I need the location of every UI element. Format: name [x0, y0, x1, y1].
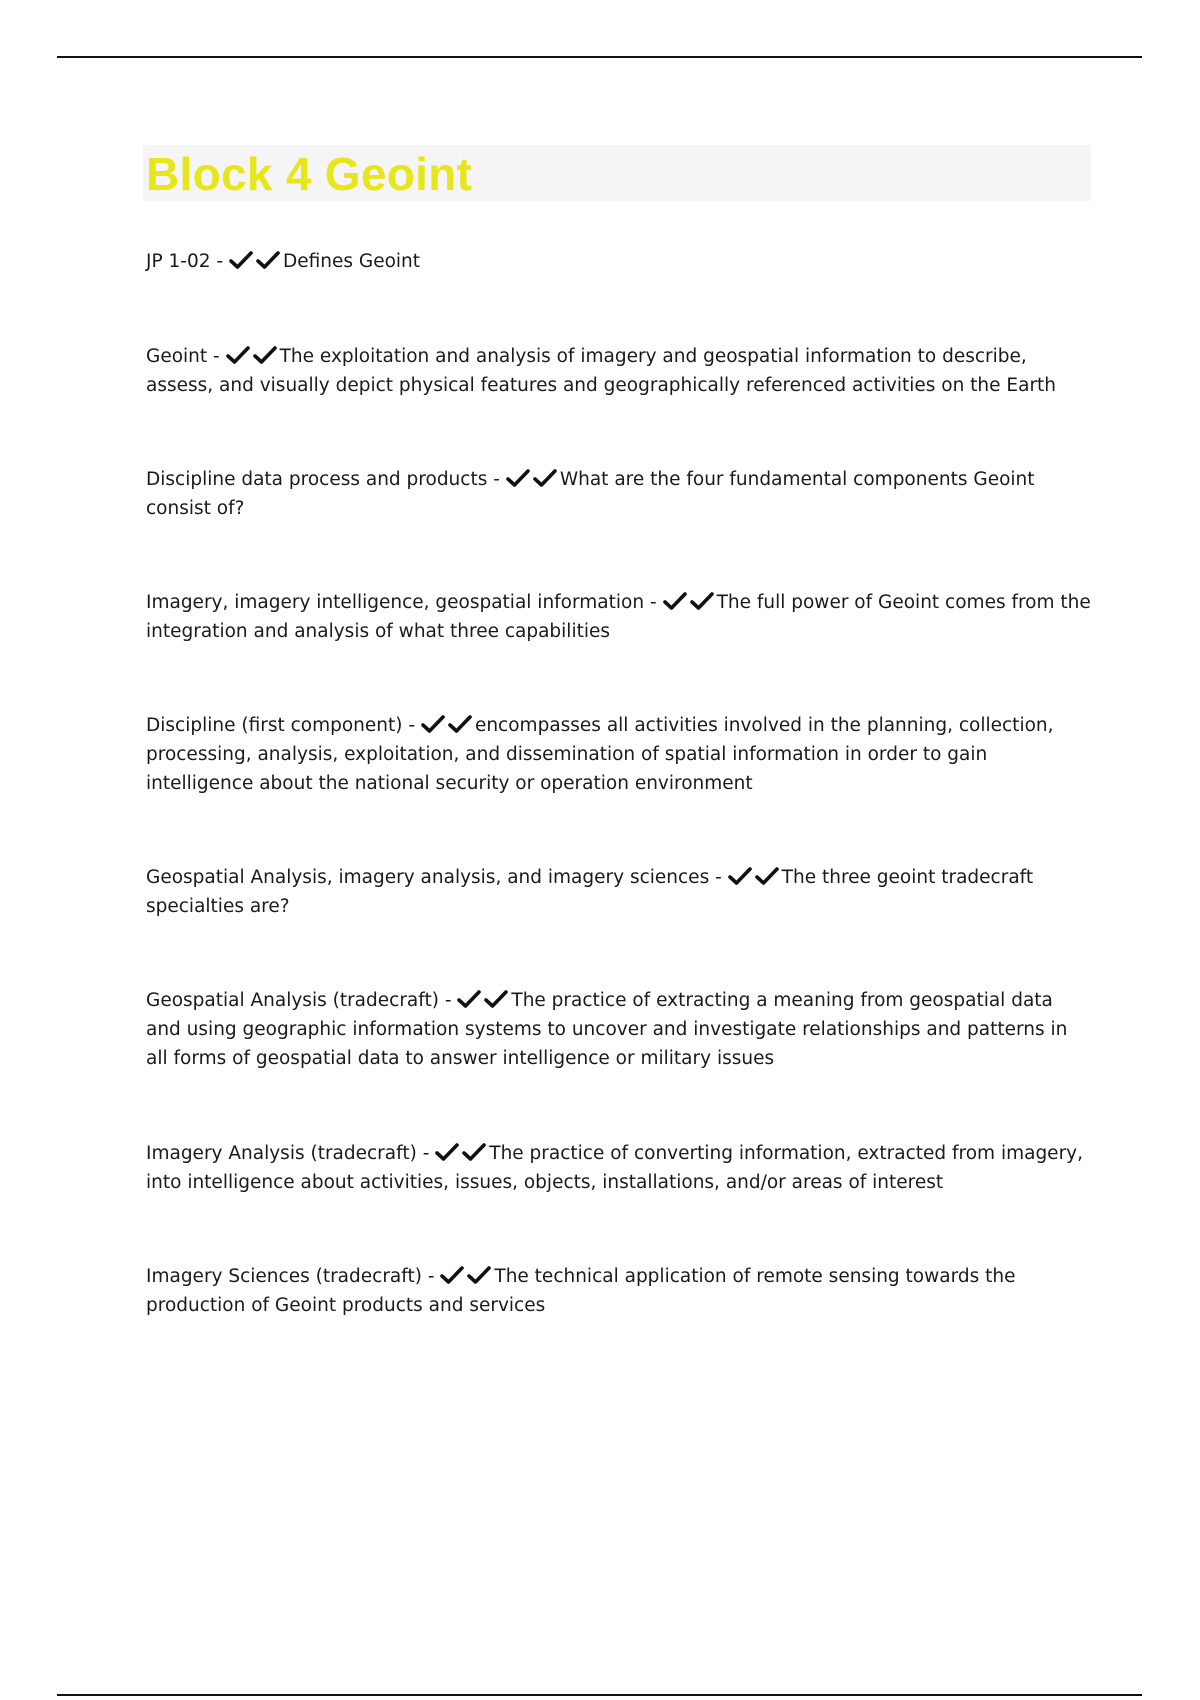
card-separator: - [715, 867, 722, 888]
card-definition: Defines Geoint [282, 251, 421, 272]
card-separator: - [422, 1143, 430, 1164]
card-separator: - [213, 346, 220, 367]
check-icon [256, 251, 280, 269]
check-icon [755, 867, 779, 885]
check-icon [690, 592, 714, 610]
card-term: Imagery Sciences (tradecraft) [146, 1266, 422, 1287]
flashcard [146, 863, 1091, 921]
check-icon [421, 715, 445, 733]
flashcard [146, 1262, 1091, 1320]
card-term: Geospatial Analysis (tradecraft) [146, 990, 439, 1011]
card-definition: The practice of extracting a meaning from geospatial data and using geographic information systems to uncover and investigate relationships and patterns in all forms of geospatial data to answer intelligence or military issues [146, 990, 1068, 1069]
check-icon [435, 1143, 459, 1161]
check-icon [484, 990, 508, 1008]
card-separator: - [427, 1266, 435, 1287]
card-definition: The practice of converting information, extracted from imagery, into intelligence about activities, issues, objects, installations, and/or areas of interest [146, 1143, 1083, 1193]
check-icon [533, 469, 557, 487]
flashcard [146, 342, 1091, 400]
check-icon [457, 990, 481, 1008]
card-separator: - [216, 251, 224, 272]
bottom-rule [57, 1694, 1142, 1696]
flashcard [146, 588, 1091, 646]
flashcard [146, 465, 1091, 523]
card-term: Discipline (first component) [146, 715, 403, 736]
card-separator: - [649, 592, 657, 613]
card-separator: - [408, 715, 416, 736]
check-icon [448, 715, 472, 733]
card-separator: - [493, 469, 500, 490]
check-icon [663, 592, 687, 610]
card-definition: The exploitation and analysis of imagery and geospatial information to describe, assess, and visually depict physical features and geographically referenced activities on the Earth [146, 346, 1057, 396]
check-icon [467, 1266, 491, 1284]
card-separator: - [444, 990, 452, 1011]
card-definition: The full power of Geoint comes from the integration and analysis of what three capabilities [146, 592, 1091, 642]
flashcard [146, 1139, 1091, 1197]
check-icon [728, 867, 752, 885]
check-icon [226, 346, 250, 364]
card-term: Geoint [146, 346, 208, 367]
card-term: Imagery Analysis (tradecraft) [146, 1143, 417, 1164]
card-definition: What are the four fundamental components Geoint consist of? [146, 469, 1035, 519]
card-term: Imagery, imagery intelligence, geospatial information [146, 592, 645, 613]
check-icon [462, 1143, 486, 1161]
card-term: Geospatial Analysis, imagery analysis, and imagery sciences [146, 867, 710, 888]
page-title: Block 4 Geoint [146, 148, 473, 200]
flashcard [146, 986, 1091, 1073]
check-icon [506, 469, 530, 487]
flashcard [146, 711, 1091, 798]
check-icon [440, 1266, 464, 1284]
check-icon [229, 251, 253, 269]
card-definition: encompasses all activities involved in the planning, collection, processing, analysis, exploitation, and dissemination of spatial information in order to gain intelligence about the national security or operation environment [146, 715, 1054, 794]
flashcard [146, 247, 1091, 276]
check-icon [253, 346, 277, 364]
card-term: JP 1-02 [146, 251, 211, 272]
top-rule [57, 56, 1142, 58]
card-term: Discipline data process and products [146, 469, 488, 490]
card-definition: The three geoint tradecraft specialties are? [146, 867, 1034, 917]
card-definition: The technical application of remote sensing towards the production of Geoint products and services [146, 1266, 1016, 1316]
